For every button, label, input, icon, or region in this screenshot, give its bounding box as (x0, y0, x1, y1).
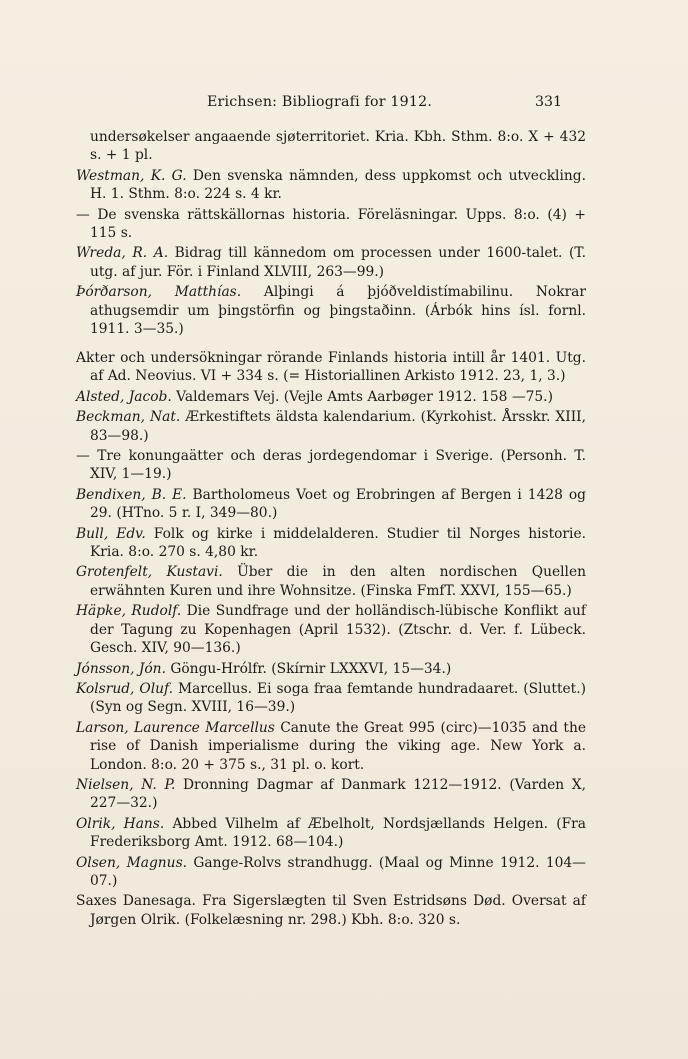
entry-text: Akter och undersökningar rörande Finlands historia intill år 1401. Utg. af Ad. Neovius. VI + 334 s. (= Historiallinen Arkisto 1912. 23, 1, 3.) (76, 350, 586, 385)
page-header (0, 94, 688, 114)
page-number: 331 (535, 94, 563, 110)
entry-author: Grotenfelt, Kustavi. (76, 564, 223, 581)
entry-author: Alsted, Jacob. (76, 388, 172, 405)
entry-text: Die Sundfrage und der holländisch-lübische Konflikt auf der Tagung zu Kopenhagen (April 1532). (Ztschr. d. Ver. f. Lübeck. Gesch. XIV, 90—136.) (90, 603, 586, 657)
entry-text: undersøkelser angaaende sjøterritoriet. Kria. Kbh. Sthm. 8:o. X + 432 s. + 1 pl. (90, 129, 586, 164)
bibliography-entry (76, 408, 586, 445)
bibliography-entry (76, 244, 586, 281)
entry-text: Göngu-Hrólfr. (Skírnir LXXXVI, 15—34.) (165, 660, 452, 677)
entry-text: Dronning Dagmar af Danmark 1212—1912. (Varden X, 227—32.) (90, 776, 586, 812)
bibliography-entry (76, 602, 586, 657)
entry-author: Larson, Laurence Marcellus (76, 719, 275, 736)
entry-author: Olsen, Magnus. (76, 854, 188, 871)
bibliography-entry (76, 680, 586, 717)
entry-text: Alþingi á þjóðveldistímabilinu. Nokrar athugsemdir um þingstörfin og þingstaðinn. (Árbók hins ísl. fornl. 1911. 3—35.) (90, 284, 587, 338)
entry-text: Über die in den alten nordischen Quellen erwähnten Kuren und ihre Wohnsitze. (Finska FmfT. XXVI, 155—65.) (90, 564, 586, 599)
entry-text: — Tre konungaätter och deras jordegendomar i Sverige. (Personh. T. XIV, 1—19.) (76, 448, 586, 483)
entry-author: Olrik, Hans. (76, 815, 165, 832)
bibliography-entry (76, 283, 586, 338)
bibliography-entry (76, 563, 586, 600)
bibliography-entry (76, 525, 586, 562)
entry-text: Bidrag till kännedom om processen under 1600-talet. (T. utg. af jur. För. i Finland XLVIII, 263—99.) (90, 245, 586, 280)
entry-text: Ærkestiftets äldsta kalendarium. (Kyrkohist. Årsskr. XIII, 83—98.) (90, 409, 586, 444)
entry-author: Þórðarson, Matthías. (76, 284, 242, 301)
entry-author: Wreda, R. A. (76, 245, 169, 262)
entry-author: Bendixen, B. E. (76, 486, 187, 503)
entry-text: Folk og kirke i middelalderen. Studier til Norges historie. Kria. 8:o. 270 s. 4,80 kr. (90, 525, 586, 561)
entry-text: Bartholomeus Voet og Erobringen af Bergen i 1428 og 29. (HTno. 5 r. I, 349—80.) (90, 486, 586, 522)
bibliography-section-history (76, 349, 586, 931)
running-title: Erichsen: Bibliografi for 1912. (207, 94, 433, 110)
bibliography-entry (76, 776, 586, 813)
entry-text: Marcellus. Ei soga fraa femtande hundradaaret. (Sluttet.) (Syn og Segn. XVIII, 16—39.) (90, 680, 586, 716)
bibliography-section-continued (76, 128, 586, 340)
bibliography-entry (76, 349, 586, 386)
bibliography-entry (76, 206, 586, 243)
entry-author: Kolsrud, Oluf. (76, 680, 174, 697)
entry-author: Westman, K. G. (76, 167, 187, 184)
bibliography-entry (76, 854, 586, 891)
bibliography-entry (76, 486, 586, 523)
bibliography-entry (76, 128, 586, 165)
bibliography-entry (76, 447, 586, 484)
entry-text: Saxes Danesaga. Fra Sigerslægten til Sven Estridsøns Død. Oversat af Jørgen Olrik. (Folkelæsning nr. 298.) Kbh. 8:o. 320 s. (76, 893, 586, 928)
entry-author: Jónsson, Jón. (76, 660, 166, 677)
entry-text: Abbed Vilhelm af Æbelholt, Nordsjællands Helgen. (Fra Frederiksborg Amt. 1912. 68—104.) (90, 815, 586, 851)
bibliography-entry (76, 167, 586, 204)
bibliography-entry (76, 660, 586, 678)
entry-author: Nielsen, N. P. (76, 776, 176, 793)
entry-author: Häpke, Rudolf. (76, 603, 182, 620)
entry-author: Beckman, Nat. (76, 409, 181, 426)
entry-text: Canute the Great 995 (circ)—1035 and the rise of Danish imperialisme during the viking age. New York a. London. 8:o. 20 + 375 s., 31 pl. o. kort. (90, 719, 586, 773)
bibliography-entry (76, 388, 586, 406)
entry-text: Den svenska nämnden, dess uppkomst och utveckling. H. 1. Sthm. 8:o. 224 s. 4 kr. (90, 167, 586, 203)
bibliography-entry (76, 719, 586, 774)
bibliography-entry (76, 815, 586, 852)
entry-author: Bull, Edv. (76, 525, 146, 542)
entry-text: Valdemars Vej. (Vejle Amts Aarbøger 1912. 158 —75.) (171, 388, 553, 405)
entry-text: — De svenska rättskällornas historia. Föreläsningar. Upps. 8:o. (4) + 115 s. (76, 206, 586, 242)
entry-text: Gange-Rolvs strandhugg. (Maal og Minne 1912. 104—07.) (90, 854, 586, 889)
bibliography-entry (76, 892, 586, 929)
